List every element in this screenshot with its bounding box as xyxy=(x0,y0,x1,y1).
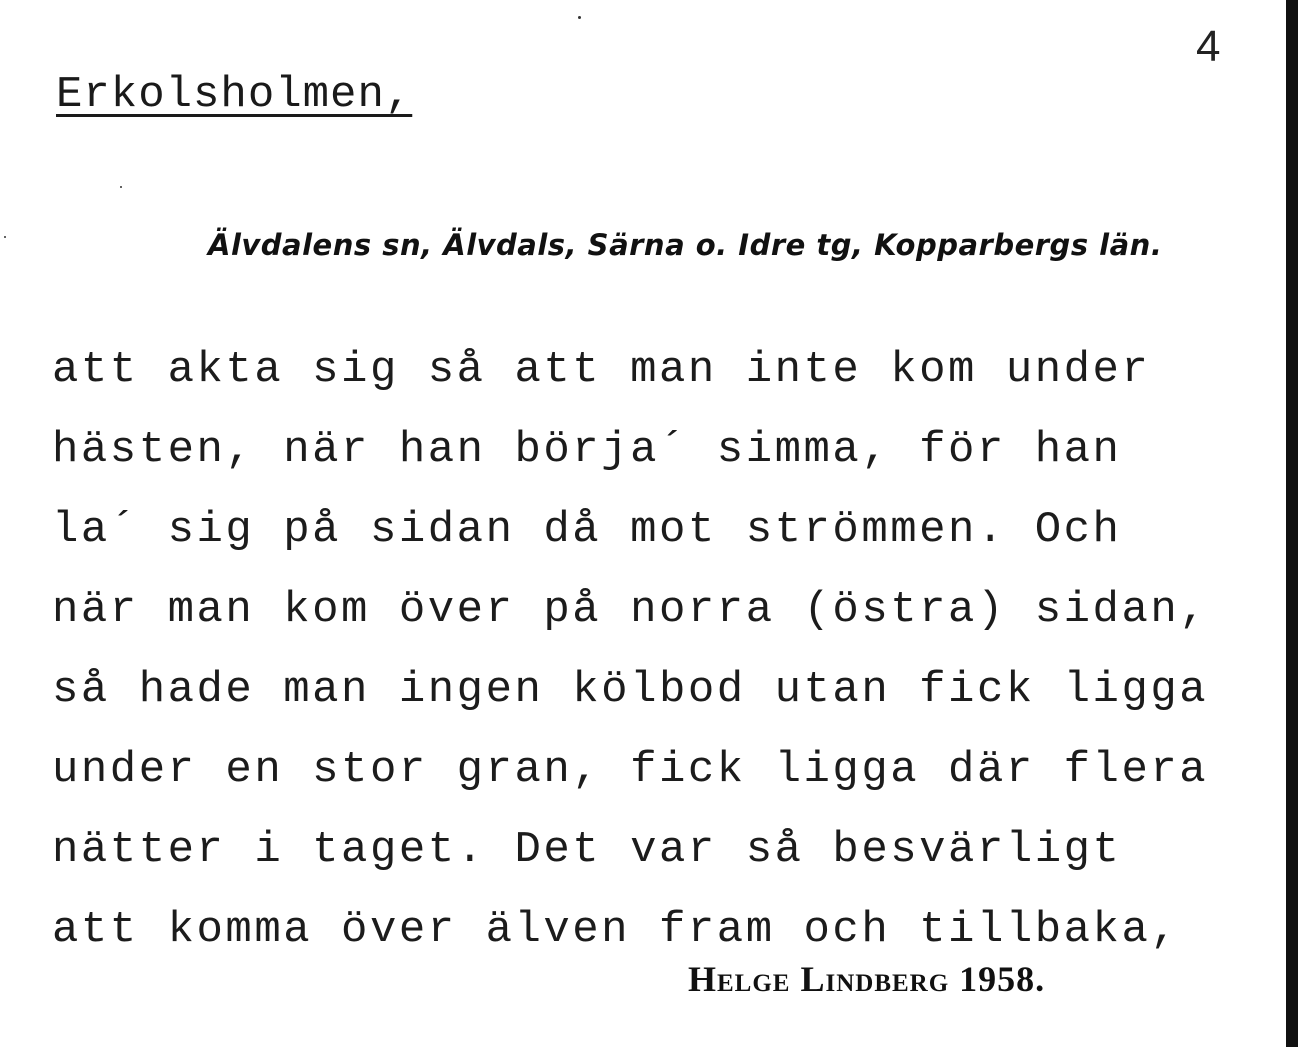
transcript-line: la´ sig på sidan då mot strömmen. Och xyxy=(52,505,1122,555)
ink-speck xyxy=(4,236,6,238)
transcript-line: att akta sig så att man inte kom under xyxy=(52,345,1151,395)
collector-signature: Helge Lindberg 1958. xyxy=(688,959,1046,999)
transcript-line: hästen, när han börja´ simma, för han xyxy=(52,425,1122,475)
ink-speck xyxy=(578,16,581,19)
transcript-line: när man kom över på norra (östra) sidan, xyxy=(52,585,1209,635)
transcript-line: under en stor gran, fick ligga där flera xyxy=(52,745,1209,795)
transcript-line: så hade man ingen kölbod utan fick ligga xyxy=(52,665,1209,715)
transcript-line: att komma över älven fram och tillbaka, xyxy=(52,905,1180,955)
parish-line: Älvdalens sn, Älvdals, Särna o. Idre tg, Kopparbergs län. xyxy=(208,228,1163,262)
transcript-body xyxy=(52,330,1282,970)
page-number: 4 xyxy=(1196,22,1221,71)
ink-speck xyxy=(120,186,122,188)
card-edge-border xyxy=(1286,0,1298,1047)
place-name-heading: Erkolsholmen, xyxy=(56,70,413,120)
transcript-line: nätter i taget. Det var så besvärligt xyxy=(52,825,1122,875)
